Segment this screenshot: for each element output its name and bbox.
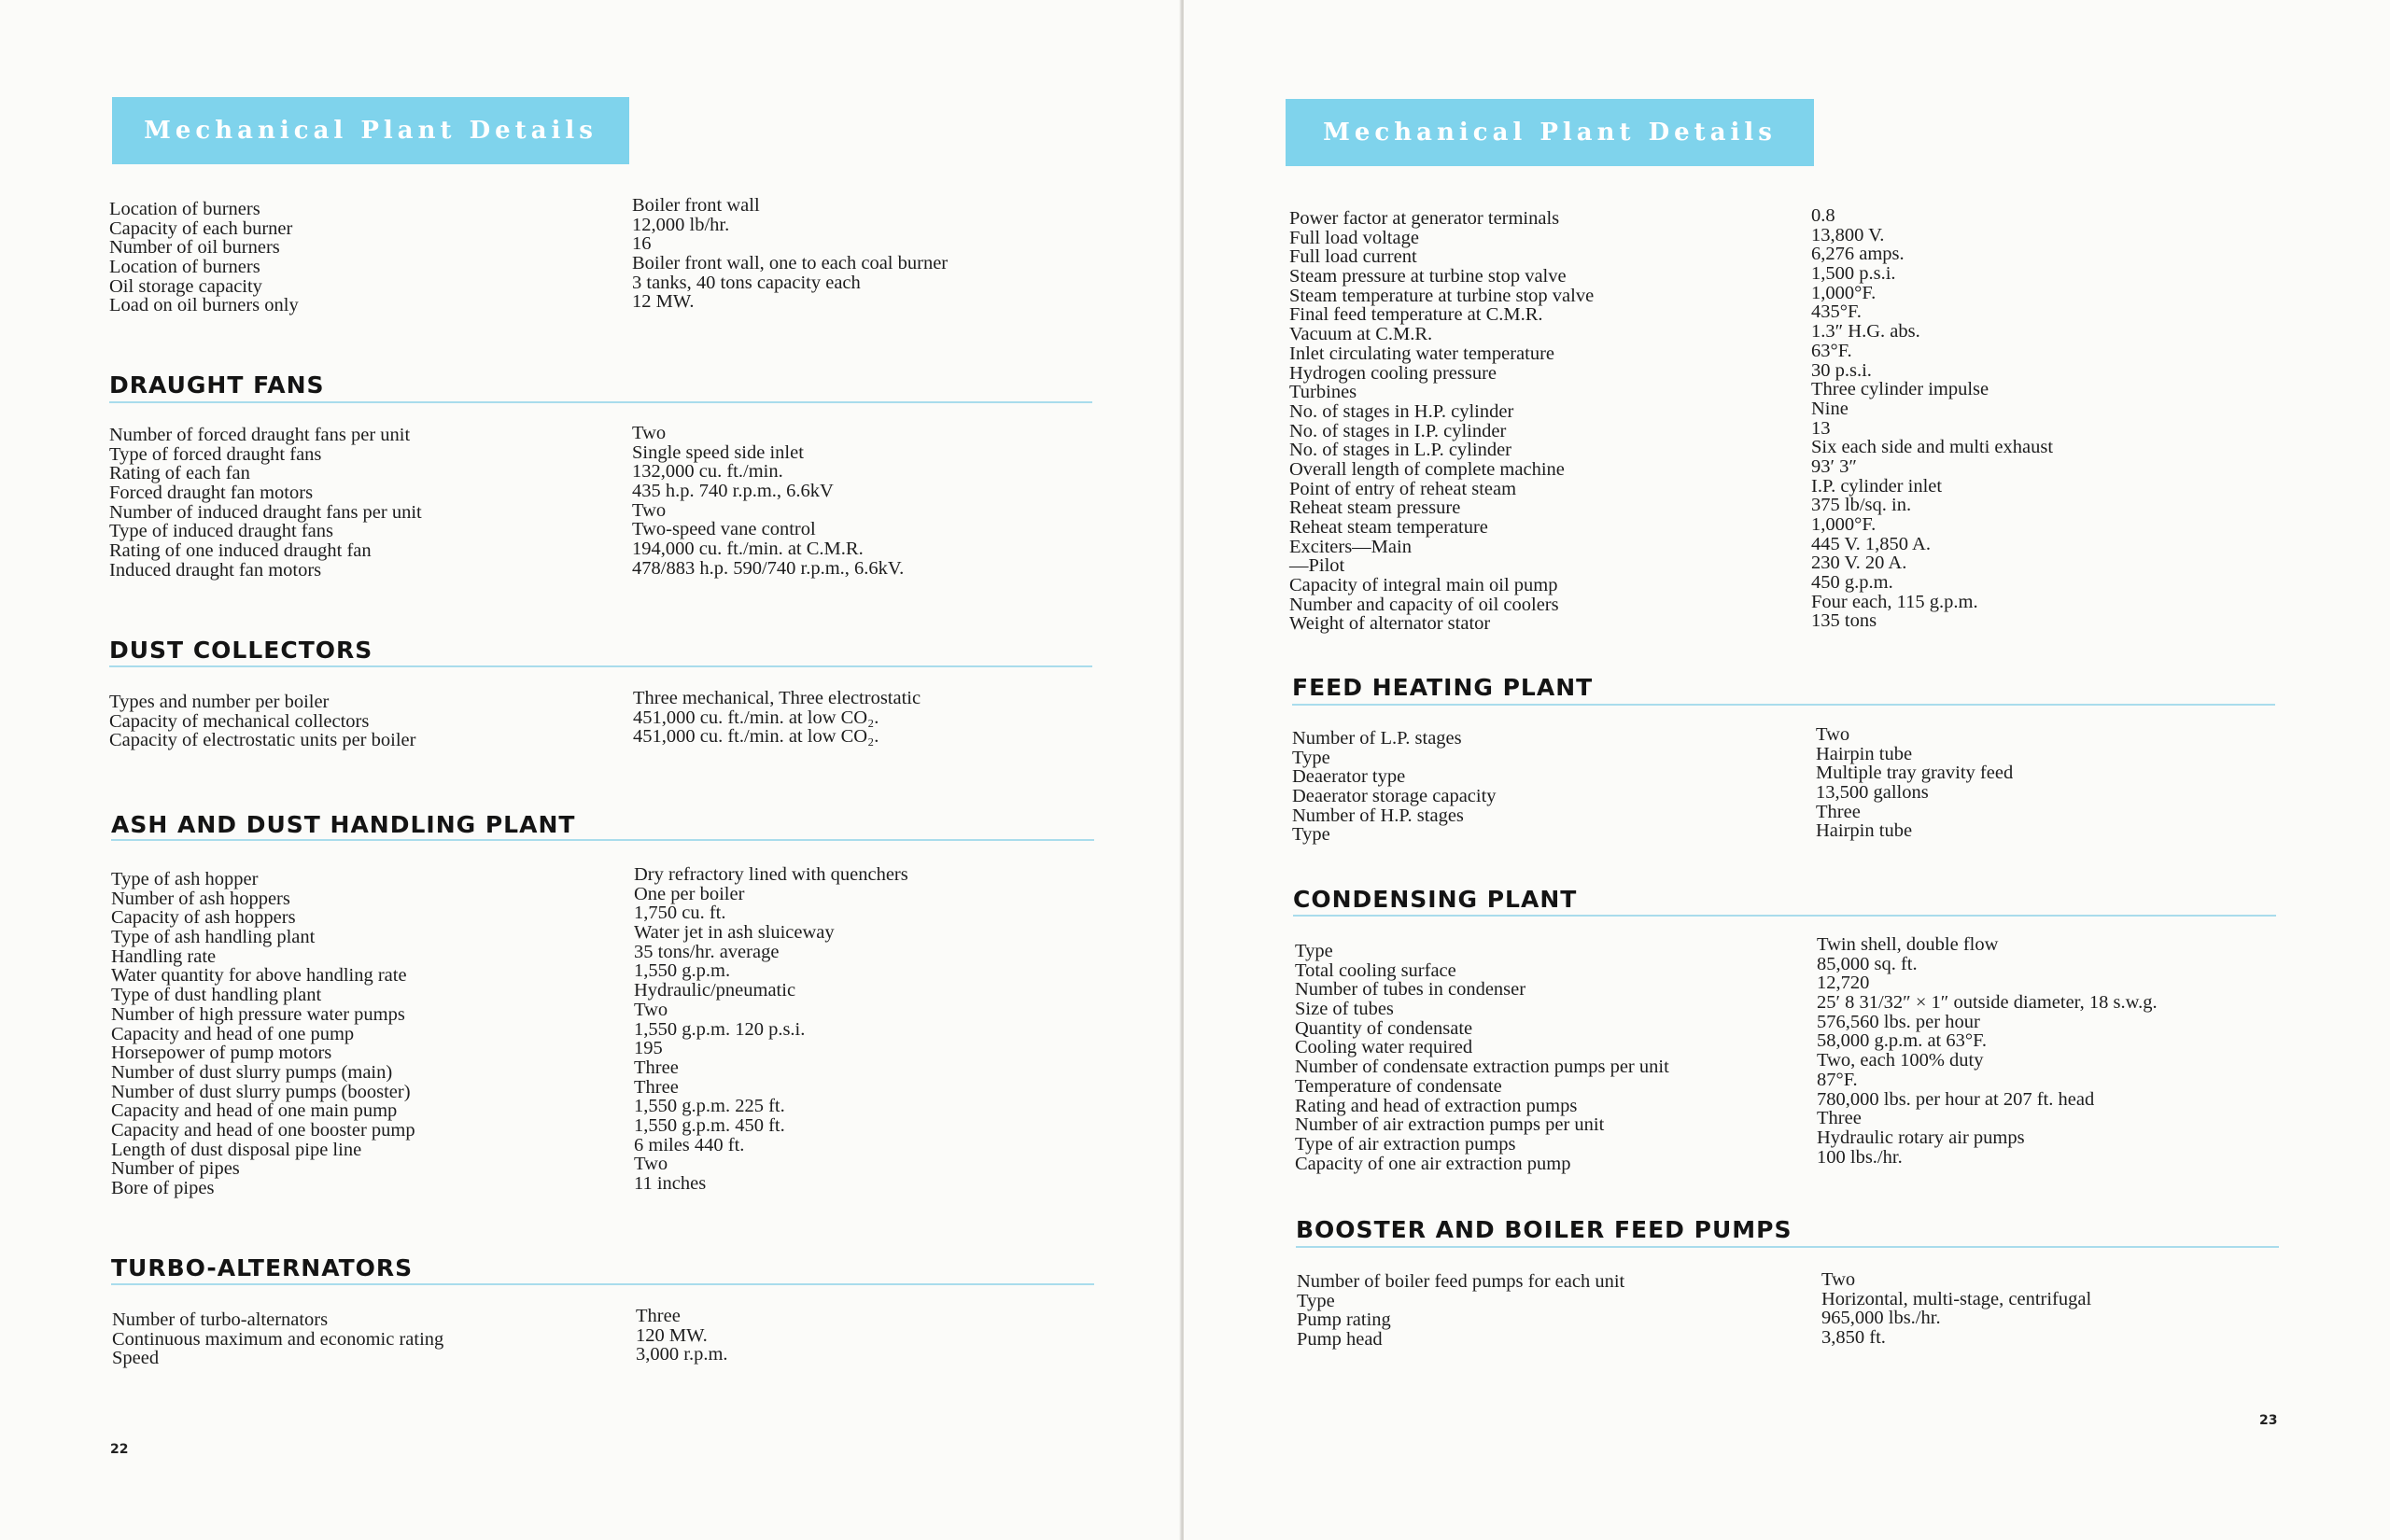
spec-label: Full load voltage <box>1289 227 1419 248</box>
spec-value: 3,000 r.p.m. <box>636 1344 728 1365</box>
turbo-alternators-labels <box>112 1310 443 1368</box>
spec-label: Type <box>1297 1290 1335 1311</box>
intro-values <box>1811 206 2053 631</box>
spec-value: Two <box>634 999 668 1020</box>
spec-label: Number of tubes in condenser <box>1295 979 1526 1001</box>
spec-value: Twin shell, double flow <box>1817 934 1999 955</box>
spec-value: 450 g.p.m. <box>1811 572 1893 594</box>
section-divider <box>111 839 1094 841</box>
spec-value: 135 tons <box>1811 610 1877 632</box>
spec-value: Six each side and multi exhaust <box>1811 437 2054 458</box>
spec-label: Capacity of ash hoppers <box>111 907 296 929</box>
spec-value: Boiler front wall <box>632 195 760 216</box>
condensing-labels <box>1295 942 1669 1173</box>
spec-label: Horsepower of pump motors <box>111 1043 332 1064</box>
spec-label: Temperature of condensate <box>1295 1075 1502 1097</box>
spec-value: One per boiler <box>634 883 745 904</box>
spec-label: Rating of each fan <box>109 463 250 484</box>
spec-label: —Pilot <box>1289 555 1345 577</box>
spec-label: Number and capacity of oil coolers <box>1289 594 1559 615</box>
spec-value: 16 <box>632 233 652 255</box>
spec-value: 1,550 g.p.m. 225 ft. <box>634 1096 785 1117</box>
dust-collectors-values <box>633 689 921 747</box>
section-banner <box>112 97 629 164</box>
spec-label: Rating and head of extraction pumps <box>1295 1095 1578 1116</box>
spec-label: Type of ash handling plant <box>111 927 316 948</box>
spec-value: Water jet in ash sluiceway <box>634 922 835 944</box>
spec-value: 194,000 cu. ft./min. at C.M.R. <box>632 539 864 560</box>
spec-label: Type of forced draught fans <box>109 443 322 465</box>
spec-value: Hairpin tube <box>1816 743 1913 764</box>
spec-label: Type of ash hopper <box>111 869 259 889</box>
spec-label: No. of stages in I.P. cylinder <box>1289 420 1507 441</box>
spec-label: Size of tubes <box>1295 999 1394 1020</box>
spec-label: Number of dust slurry pumps (main) <box>111 1061 393 1083</box>
spec-label: Cooling water required <box>1295 1037 1473 1058</box>
spec-value: 1,000°F. <box>1811 514 1877 535</box>
dust-collectors-labels <box>109 693 415 750</box>
spec-value: 13 <box>1811 417 1831 439</box>
spec-label: Number of condensate extraction pumps per unit <box>1295 1057 1669 1078</box>
spec-value: 1,550 g.p.m. <box>634 960 731 982</box>
section-divider <box>109 401 1092 403</box>
booster-feed-pumps-values <box>1821 1270 2091 1348</box>
spec-value: Two <box>632 423 667 443</box>
intro-labels <box>1289 209 1594 634</box>
spec-label: No. of stages in H.P. cylinder <box>1289 400 1514 422</box>
spec-label: Location of burners <box>109 257 260 278</box>
spec-label: Length of dust disposal pipe line <box>111 1139 362 1160</box>
section-heading-ash-dust-handling: ASH AND DUST HANDLING PLANT <box>111 811 576 838</box>
spec-value: 85,000 sq. ft. <box>1817 953 1918 974</box>
spec-label: Number of dust slurry pumps (booster) <box>111 1081 411 1102</box>
draught-fans-labels <box>109 426 422 581</box>
spec-label: Overall length of complete machine <box>1289 458 1565 480</box>
spec-value: 3,850 ft. <box>1821 1327 1886 1349</box>
section-divider <box>1292 704 2275 706</box>
spec-value: 451,000 cu. ft./min. at low CO₂. <box>633 707 879 728</box>
spec-label: Capacity of electrostatic units per boiler <box>109 730 416 751</box>
spec-label: Capacity of one air extraction pump <box>1295 1153 1571 1174</box>
spec-value: Dry refractory lined with quenchers <box>634 864 908 885</box>
spec-value: 1,500 p.s.i. <box>1811 263 1896 285</box>
spec-label: Induced draught fan motors <box>109 559 322 581</box>
spec-value: Three mechanical, Three electrostatic <box>633 688 921 708</box>
section-heading-condensing: CONDENSING PLANT <box>1293 886 1578 913</box>
spec-label: Full load current <box>1289 246 1417 268</box>
feed-heating-labels <box>1292 729 1497 845</box>
spec-label: Reheat steam temperature <box>1289 517 1488 538</box>
spec-label: Number of induced draught fans per unit <box>109 501 422 523</box>
spec-label: Rating of one induced draught fan <box>109 540 372 562</box>
section-heading-feed-heating: FEED HEATING PLANT <box>1292 674 1594 701</box>
intro-labels <box>109 200 299 315</box>
spec-label: Capacity of integral main oil pump <box>1289 575 1558 596</box>
feed-heating-values <box>1816 725 2013 841</box>
turbo-alternators-values <box>636 1307 728 1365</box>
spec-value: 780,000 lbs. per hour at 207 ft. head <box>1817 1088 2095 1110</box>
spec-value: Two-speed vane control <box>632 519 816 540</box>
spec-value: 35 tons/hr. average <box>634 941 780 962</box>
spec-value: 1,550 g.p.m. 120 p.s.i. <box>634 1018 806 1040</box>
spec-value: Single speed side inlet <box>632 441 804 463</box>
spec-value: Multiple tray gravity feed <box>1816 763 2014 784</box>
spec-value: 445 V. 1,850 A. <box>1811 533 1931 554</box>
spec-value: 435°F. <box>1811 301 1862 323</box>
spec-value: 195 <box>634 1038 663 1059</box>
spec-label: Type <box>1292 824 1330 846</box>
spec-label: Type <box>1295 941 1333 961</box>
spec-label: Deaerator storage capacity <box>1292 786 1497 807</box>
spec-value: Boiler front wall, one to each coal burner <box>632 253 949 274</box>
spec-value: 435 h.p. 740 r.p.m., 6.6kV <box>632 481 834 502</box>
spec-value: Horizontal, multi-stage, centrifugal <box>1821 1288 2092 1309</box>
spec-label: Number of oil burners <box>109 237 280 259</box>
spec-value: I.P. cylinder inlet <box>1811 475 1943 497</box>
spec-label: Reheat steam pressure <box>1289 497 1461 519</box>
spec-value: 11 inches <box>634 1173 707 1194</box>
spec-value: Two <box>1816 724 1850 745</box>
spec-label: Quantity of condensate <box>1295 1017 1473 1039</box>
spec-value: 1,000°F. <box>1811 282 1877 303</box>
spec-value: 6 miles 440 ft. <box>634 1134 745 1155</box>
spec-value: 1,550 g.p.m. 450 ft. <box>634 1114 785 1136</box>
spec-label: Capacity and head of one pump <box>111 1023 355 1044</box>
spec-label: Forced draught fan motors <box>109 483 314 504</box>
spec-value: 100 lbs./hr. <box>1817 1146 1903 1168</box>
spec-label: Speed <box>112 1348 160 1369</box>
spec-label: Number of forced draught fans per unit <box>109 425 411 445</box>
spec-label: Pump rating <box>1297 1309 1391 1331</box>
spec-value: 87°F. <box>1817 1069 1858 1090</box>
spec-value: Two <box>632 499 667 521</box>
spec-value: 576,560 lbs. per hour <box>1817 1011 1980 1032</box>
spec-label: Turbines <box>1289 382 1357 403</box>
spec-label: Type of air extraction pumps <box>1295 1133 1516 1155</box>
spec-value: Hairpin tube <box>1816 820 1913 842</box>
spec-value: Three <box>634 1076 679 1098</box>
page-number: 23 <box>2259 1413 2278 1428</box>
spec-label: Capacity of mechanical collectors <box>109 710 370 732</box>
spec-value: 132,000 cu. ft./min. <box>632 461 783 483</box>
spec-label: Number of H.P. stages <box>1292 805 1464 826</box>
right-page <box>1184 0 2390 1540</box>
spec-label: Capacity and head of one booster pump <box>111 1119 415 1141</box>
spec-label: Steam pressure at turbine stop valve <box>1289 266 1567 287</box>
left-page <box>0 0 1181 1540</box>
spec-value: 230 V. 20 A. <box>1811 553 1907 574</box>
spec-label: Location of burners <box>109 199 260 219</box>
spec-value: 13,500 gallons <box>1816 782 1929 804</box>
spec-value: 93′ 3″ <box>1811 455 1857 477</box>
intro-values <box>632 196 948 312</box>
spec-value: Hydraulic/pneumatic <box>634 980 796 1001</box>
spec-label: Exciters—Main <box>1289 536 1412 557</box>
spec-label: Hydrogen cooling pressure <box>1289 362 1497 384</box>
section-divider <box>109 665 1092 667</box>
spec-label: Point of entry of reheat steam <box>1289 478 1517 499</box>
spec-value: 25′ 8 31/32″ × 1″ outside diameter, 18 s.w.g. <box>1817 992 2158 1014</box>
spec-label: Continuous maximum and economic rating <box>112 1328 444 1350</box>
spec-value: 12,000 lb/hr. <box>632 214 730 235</box>
spec-value: 30 p.s.i. <box>1811 359 1872 381</box>
banner-title: Mechanical Plant Details <box>144 117 598 145</box>
spec-value: 1,750 cu. ft. <box>634 903 726 924</box>
condensing-values <box>1817 935 2158 1167</box>
spec-value: 1.3″ H.G. abs. <box>1811 321 1920 343</box>
spec-value: 12,720 <box>1817 973 1870 994</box>
spec-value: 965,000 lbs./hr. <box>1821 1308 1941 1329</box>
spec-value: 3 tanks, 40 tons capacity each <box>632 272 861 293</box>
spec-label: Number of boiler feed pumps for each unit <box>1297 1271 1625 1292</box>
spec-label: Types and number per boiler <box>109 692 330 712</box>
spec-value: Two, each 100% duty <box>1817 1050 1984 1071</box>
page-number: 22 <box>110 1442 129 1457</box>
spec-value: Two <box>1821 1269 1856 1290</box>
banner-title: Mechanical Plant Details <box>1323 119 1777 147</box>
spec-label: Type <box>1292 747 1330 768</box>
spec-value: Four each, 115 g.p.m. <box>1811 591 1978 612</box>
spec-label: Number of high pressure water pumps <box>111 1003 405 1025</box>
spec-label: Total cooling surface <box>1295 959 1456 981</box>
spec-value: Three <box>1817 1108 1862 1129</box>
spec-value: Two <box>634 1154 668 1175</box>
spec-value: Three <box>1816 801 1861 822</box>
spec-label: Capacity of each burner <box>109 217 293 239</box>
spec-label: Bore of pipes <box>111 1178 215 1198</box>
draught-fans-values <box>632 424 904 579</box>
spec-label: Type of dust handling plant <box>111 985 322 1006</box>
spec-value: 58,000 g.p.m. at 63°F. <box>1817 1030 1987 1052</box>
spec-label: Number of ash hoppers <box>111 888 290 909</box>
spec-label: Handling rate <box>111 945 217 967</box>
spec-label: Type of induced draught fans <box>109 521 333 542</box>
spec-value: 451,000 cu. ft./min. at low CO₂. <box>633 726 879 748</box>
spec-label: Oil storage capacity <box>109 275 262 297</box>
section-divider <box>1293 915 2276 917</box>
spec-value: 120 MW. <box>636 1324 708 1346</box>
spec-value: Nine <box>1811 398 1849 419</box>
section-heading-booster-feed-pumps: BOOSTER AND BOILER FEED PUMPS <box>1296 1216 1792 1243</box>
spec-label: Weight of alternator stator <box>1289 613 1491 635</box>
spec-value: Three <box>634 1057 679 1078</box>
booster-feed-pumps-labels <box>1297 1272 1624 1350</box>
spec-value: Hydraulic rotary air pumps <box>1817 1127 2025 1148</box>
spec-label: Number of pipes <box>111 1158 240 1180</box>
spec-value: 0.8 <box>1811 205 1835 226</box>
section-divider <box>111 1283 1094 1285</box>
section-heading-draught-fans: DRAUGHT FANS <box>109 371 325 399</box>
spec-label: Deaerator type <box>1292 766 1406 788</box>
spec-label: Load on oil burners only <box>109 295 299 316</box>
section-heading-dust-collectors: DUST COLLECTORS <box>109 637 373 664</box>
ash-dust-handling-values <box>634 865 908 1194</box>
section-divider <box>1296 1246 2279 1248</box>
spec-value: Three <box>636 1306 681 1326</box>
section-heading-turbo-alternators: TURBO-ALTERNATORS <box>111 1254 414 1281</box>
spec-label: Power factor at generator terminals <box>1289 208 1560 229</box>
spec-value: 13,800 V. <box>1811 224 1885 245</box>
spec-value: 478/883 h.p. 590/740 r.p.m., 6.6kV. <box>632 557 905 579</box>
spec-value: 12 MW. <box>632 291 695 313</box>
spec-label: Steam temperature at turbine stop valve <box>1289 285 1595 306</box>
spec-value: Three cylinder impulse <box>1811 379 1989 400</box>
spec-value: 375 lb/sq. in. <box>1811 495 1912 516</box>
spec-label: Pump head <box>1297 1329 1383 1351</box>
spec-label: Number of L.P. stages <box>1292 728 1462 749</box>
spec-label: No. of stages in L.P. cylinder <box>1289 440 1511 461</box>
section-banner <box>1286 99 1814 166</box>
spec-value: 63°F. <box>1811 340 1852 361</box>
spec-label: Number of air extraction pumps per unit <box>1295 1114 1605 1136</box>
spec-label: Vacuum at C.M.R. <box>1289 324 1433 345</box>
spec-value: 6,276 amps. <box>1811 244 1905 265</box>
spec-label: Final feed temperature at C.M.R. <box>1289 304 1543 326</box>
spec-label: Water quantity for above handling rate <box>111 965 407 987</box>
spec-label: Inlet circulating water temperature <box>1289 343 1555 364</box>
spec-label: Number of turbo-alternators <box>112 1309 329 1330</box>
ash-dust-handling-labels <box>111 870 415 1198</box>
spec-label: Capacity and head of one main pump <box>111 1100 398 1122</box>
